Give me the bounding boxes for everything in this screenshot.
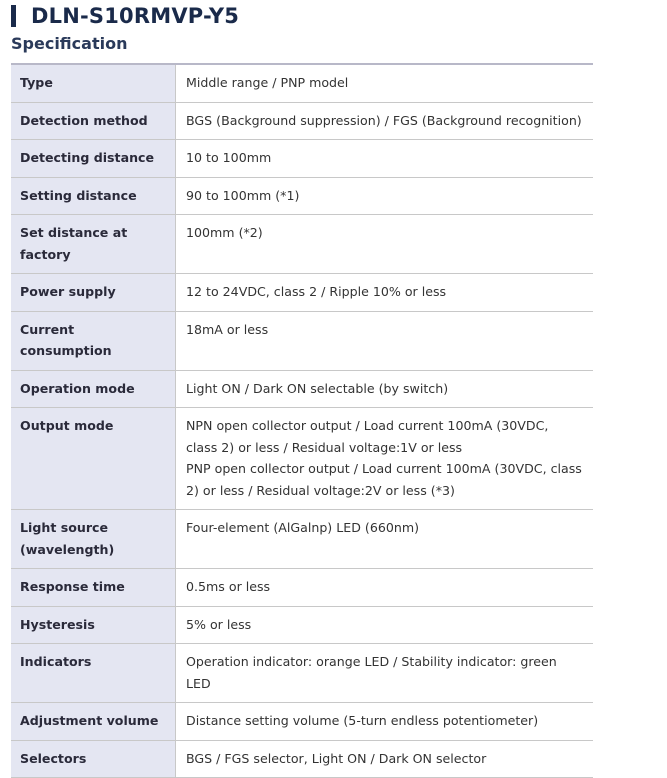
spec-value — [176, 408, 594, 510]
spec-value — [176, 644, 594, 703]
spec-row — [11, 703, 593, 741]
spec-label: Selectors — [11, 740, 176, 778]
spec-label: Output mode — [11, 408, 176, 510]
spec-value — [176, 311, 594, 370]
spec-value-line: BGS / FGS selector, Light ON / Dark ON selector — [186, 750, 487, 766]
spec-row — [11, 370, 593, 408]
spec-value — [176, 140, 594, 178]
spec-value-line: PNP open collector output / Load current 100mA (30VDC, class 2) or less / Residual voltage:2V or less (*3) — [186, 461, 582, 498]
spec-label: Detection method — [11, 102, 176, 140]
spec-label: Current consumption — [11, 311, 176, 370]
spec-value-line: Operation indicator: orange LED / Stability indicator: green LED — [186, 654, 557, 691]
spec-value-line: Four-element (AlGalnp) LED (660nm) — [186, 520, 420, 535]
spec-label: Light source (wavelength) — [11, 510, 176, 569]
spec-row — [11, 408, 593, 510]
spec-value — [176, 64, 594, 102]
title-marker-bar — [11, 5, 16, 27]
spec-row — [11, 644, 593, 703]
spec-label: Indicators — [11, 644, 176, 703]
spec-row — [11, 569, 593, 607]
spec-value-line: Middle range / PNP model — [186, 75, 349, 90]
specification-table — [11, 63, 593, 778]
spec-value — [176, 703, 594, 741]
spec-value-line: 18mA or less — [186, 321, 269, 337]
spec-value-line: 12 to 24VDC, class 2 / Ripple 10% or less — [186, 284, 447, 299]
spec-label: Setting distance — [11, 177, 176, 215]
spec-row — [11, 606, 593, 644]
spec-row — [11, 740, 593, 778]
spec-value-line: NPN open collector output / Load current 100mA (30VDC, class 2) or less / Residual voltage:1V or less — [186, 418, 549, 455]
spec-value — [176, 274, 594, 312]
spec-row — [11, 510, 593, 569]
spec-row — [11, 64, 593, 102]
spec-row — [11, 274, 593, 312]
spec-value-line: 5% or less — [186, 616, 252, 632]
spec-value — [176, 177, 594, 215]
spec-value — [176, 606, 594, 644]
spec-value — [176, 215, 594, 274]
spec-value-line: 100mm (*2) — [186, 225, 263, 240]
spec-label: Set distance at factory — [11, 215, 176, 274]
spec-value-line: BGS (Background suppression) / FGS (Background recognition) — [186, 112, 582, 128]
spec-value — [176, 370, 594, 408]
spec-row — [11, 215, 593, 274]
spec-label: Detecting distance — [11, 140, 176, 178]
spec-label: Adjustment volume — [11, 703, 176, 741]
spec-value-line: Distance setting volume (5-turn endless potentiometer) — [186, 713, 539, 728]
spec-row — [11, 140, 593, 178]
spec-row — [11, 102, 593, 140]
spec-value — [176, 569, 594, 607]
spec-value — [176, 740, 594, 778]
spec-row — [11, 177, 593, 215]
spec-label: Operation mode — [11, 370, 176, 408]
specification-heading: Specification — [11, 34, 128, 53]
spec-row — [11, 311, 593, 370]
spec-value-line: 10 to 100mm — [186, 150, 272, 165]
product-model-title: DLN-S10RMVP-Y5 — [31, 4, 240, 28]
spec-value-line: 0.5ms or less — [186, 579, 271, 594]
spec-label: Type — [11, 64, 176, 102]
spec-value — [176, 102, 594, 140]
spec-value — [176, 510, 594, 569]
spec-value-line: 90 to 100mm (*1) — [186, 187, 300, 203]
product-title-bar — [11, 4, 239, 28]
spec-label: Response time — [11, 569, 176, 607]
spec-label: Hysteresis — [11, 606, 176, 644]
spec-label: Power supply — [11, 274, 176, 312]
spec-value-line: Light ON / Dark ON selectable (by switch) — [186, 380, 449, 396]
specification-table-body — [11, 64, 593, 778]
